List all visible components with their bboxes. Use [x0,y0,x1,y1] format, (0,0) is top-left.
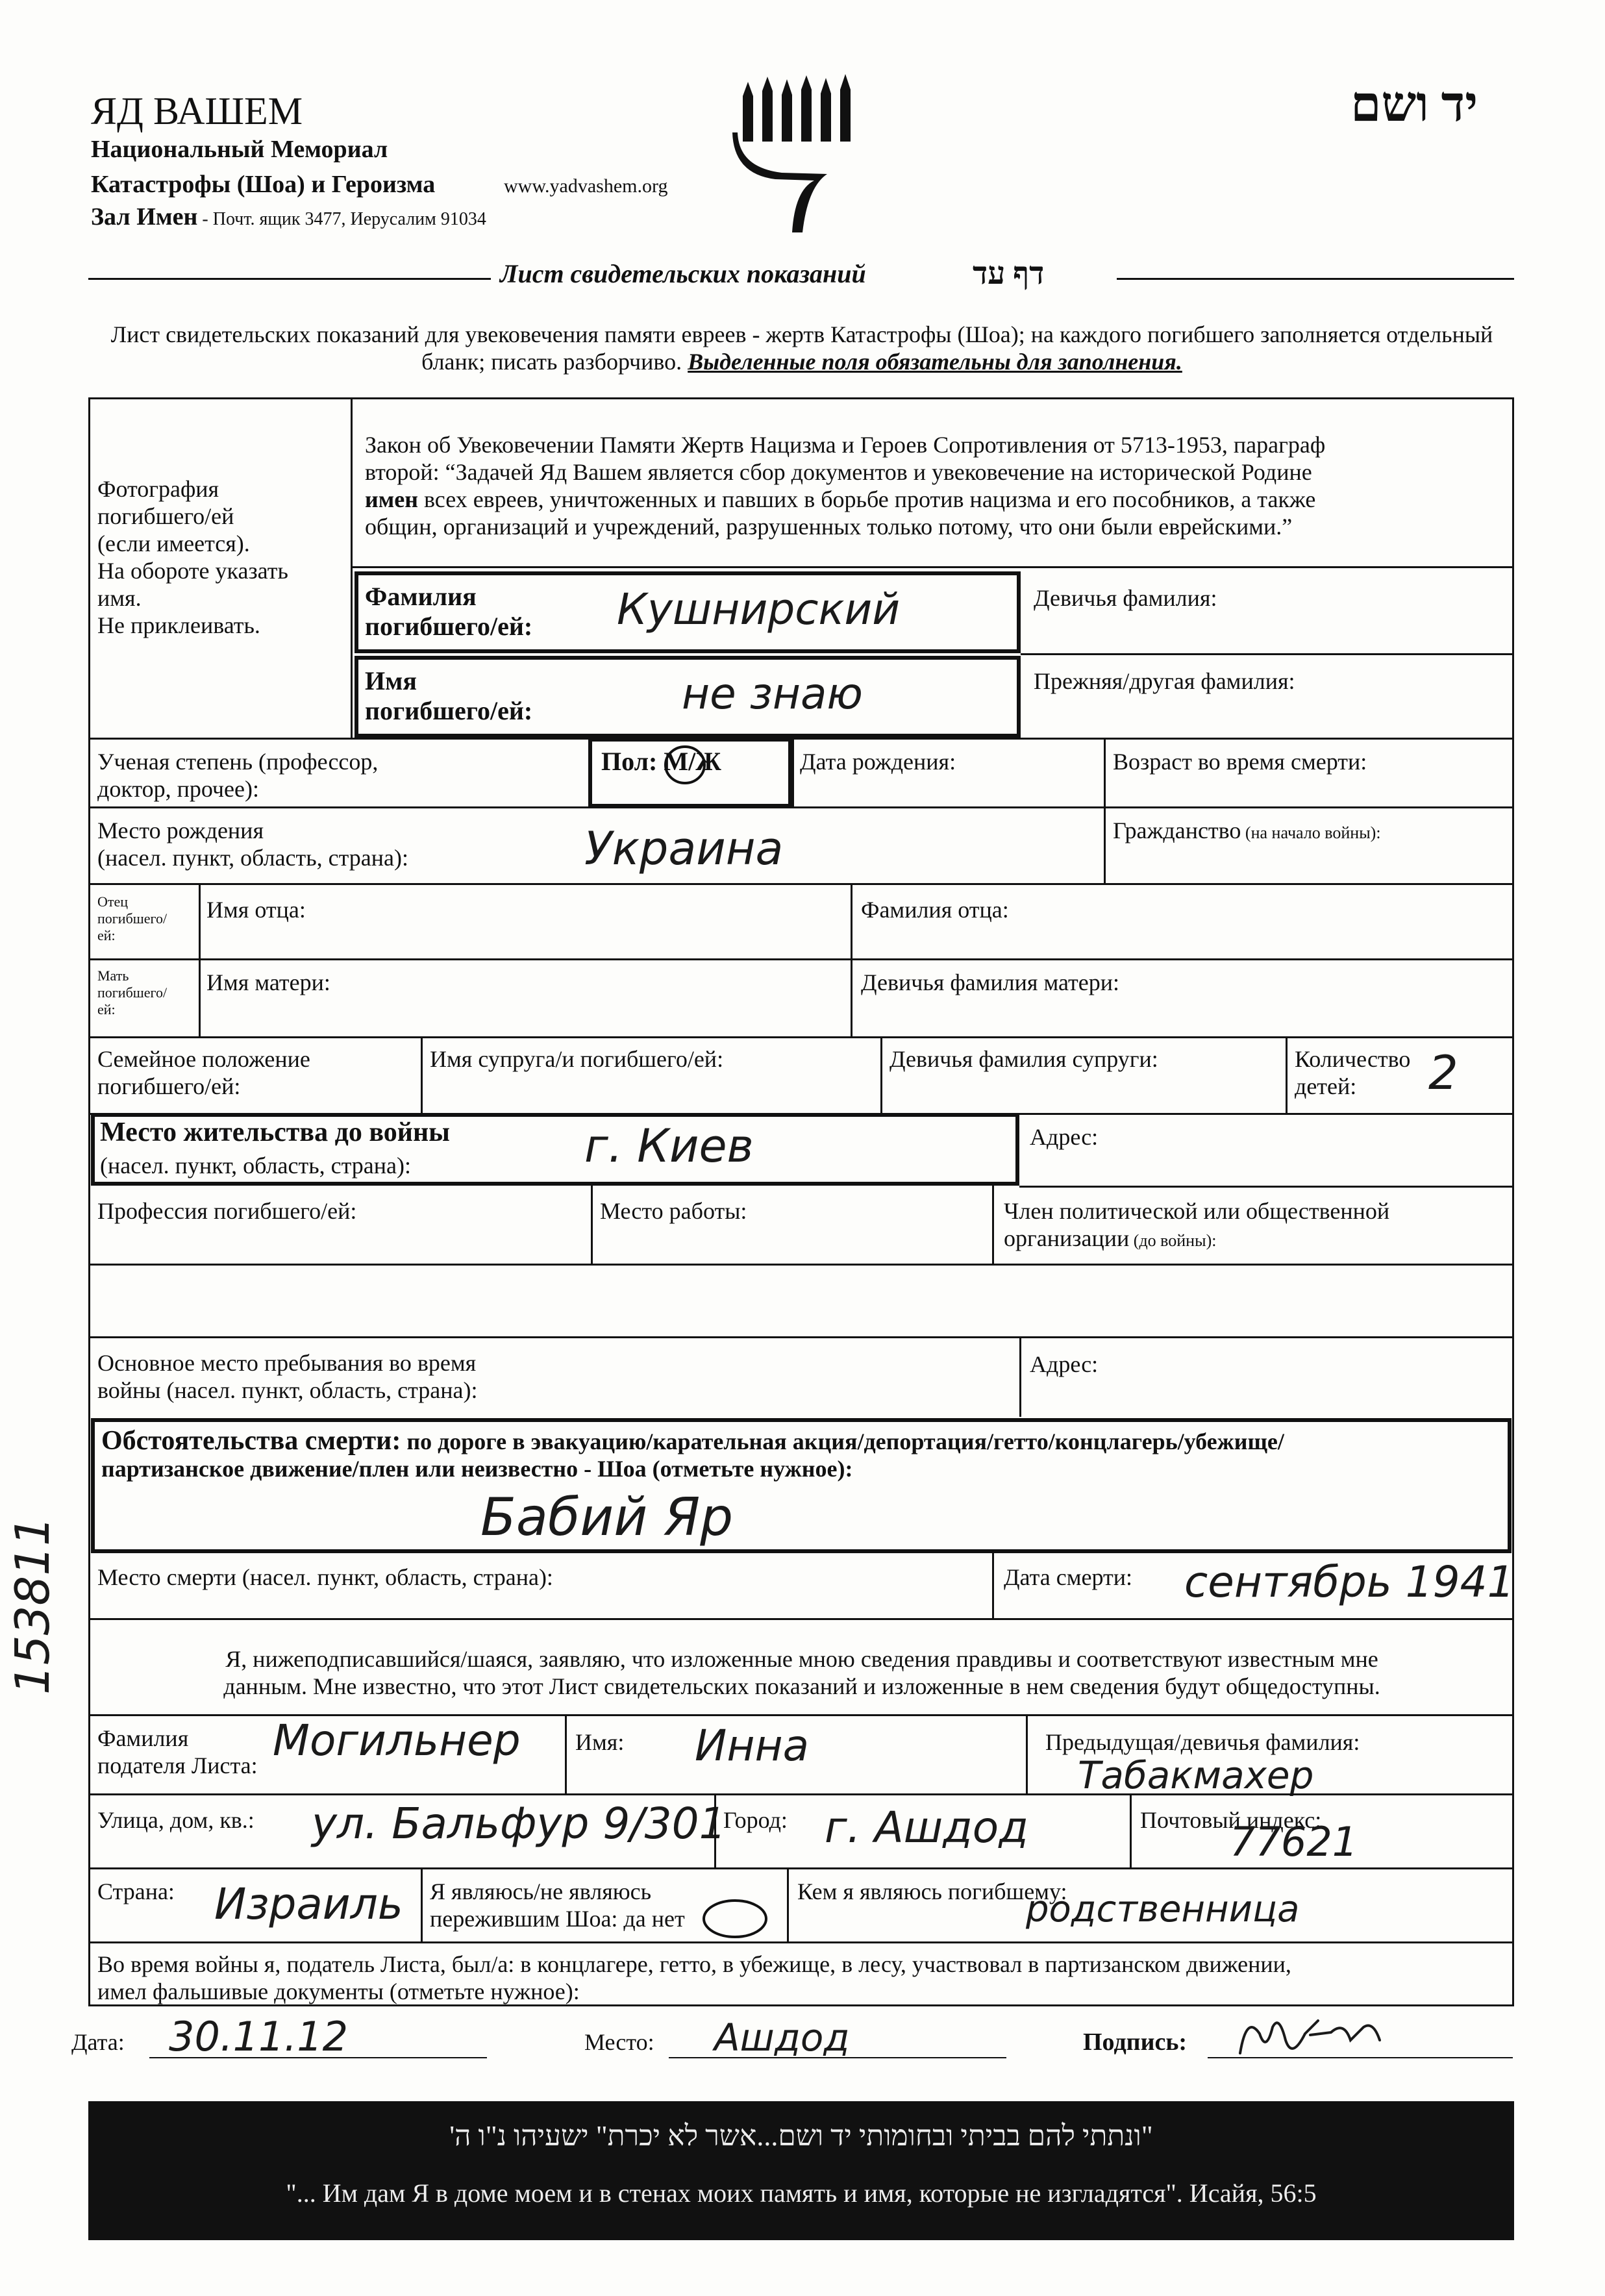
father-side-label-1: Отец [97,893,129,910]
law-line-4: общин, организаций и учреждений, разрушенных только потому, что они были еврейскими.” [365,514,1293,540]
survivor-no-circle-mark [701,1897,769,1940]
children-label-2: детей: [1295,1073,1357,1099]
membership-label-2: организации [1004,1225,1130,1251]
banner-russian: "... Им дам Я в доме моем и в стенах моих память и имя, которые не изгладятся". Исайя, 56:5 [286,2178,1317,2208]
victim-maiden-label: Девичья фамилия: [1034,585,1217,611]
scripture-banner [88,2101,1514,2240]
victim-surname-label-2: погибшего/ей: [365,612,533,641]
country-value: Израиль [214,1879,403,1929]
survivor-label [430,1878,685,1932]
marital-label-1: Семейное положение [97,1046,310,1072]
wartime-location-label-2: войны (насел. пункт, область, страна): [97,1377,478,1403]
mother-side-label [97,967,167,1018]
father-side-label-3: ей: [97,927,116,943]
photo-label-5: имя. [97,585,142,611]
membership-label [1004,1197,1389,1254]
title-rule-left [88,278,491,280]
death-date-value: сентябрь 1941 [1184,1557,1515,1607]
divider [714,1793,716,1867]
membership-label-1: Член политической или общественной [1004,1198,1390,1224]
divider [1021,653,1514,655]
mother-side-label-2: погибшего/ [97,984,168,1001]
divider [88,958,1514,960]
law-line-1: Закон об Увековечении Памяти Жертв Нацизма и Героев Сопротивления от 5713-1953, параграф [365,432,1326,458]
father-side-label-2: погибшего/ [97,910,168,927]
law-line-3-rest: всех евреев, уничтоженных и павших в борьбе против нацизма и его пособников, а также [417,486,1316,512]
father-name-label: Имя отца: [206,897,306,923]
divider [992,1186,994,1264]
birthplace-value: Украина [584,822,784,875]
memorial-line1: Национальный Мемориал [91,136,388,163]
divider [88,1793,1514,1795]
death-circumstances-options-1: по дороге в эвакуацию/карательная акция/депортация/гетто/концлагерь/убежище/ [401,1429,1284,1454]
place-label: Место: [584,2029,654,2055]
street-value: ул. Бальфур 9/301 [312,1799,727,1849]
declaration-line-1: Я, нижеподписавшийся/шаяся, заявляю, что изложенные мною сведения правдивы и соответствуют известным мне [225,1646,1378,1672]
workplace-label: Место работы: [600,1198,747,1224]
relation-value: родственница [1026,1888,1300,1930]
divider [351,566,1514,568]
degree-label-2: доктор, прочее): [97,776,259,802]
residence-address-label: Адрес: [1030,1124,1099,1150]
citizenship-label [1113,817,1381,847]
death-circumstances-value: Бабий Яр [480,1487,734,1547]
intro-emphasis: Выделенные поля обязательны для заполнения. [688,349,1182,375]
photo-label-6: Не приклеивать. [97,612,260,638]
profession-label: Профессия погибшего/ей: [97,1198,357,1224]
father-side-label [97,893,167,944]
submitter-wartime-label [97,1951,1291,2005]
form-title-he: דף עד [973,256,1045,291]
form-title: Лист свидетельских показаний [500,259,866,288]
survivor-label-2: пережившим Шоа: да [430,1906,646,1932]
birthplace-label [97,817,408,871]
spouse-maiden-label: Девичья фамилия супруги: [890,1046,1158,1072]
divider [1130,1793,1132,1867]
death-place-label: Место смерти (насел. пункт, область, страна): [97,1564,553,1590]
divider [1019,1186,1514,1188]
marital-label-2: погибшего/ей: [97,1073,241,1099]
children-label-1: Количество [1295,1046,1411,1072]
divider [1104,738,1106,806]
submitter-surname-label [97,1725,258,1779]
survivor-label-1: Я являюсь/не являюсь [430,1878,652,1904]
submitter-name-label: Имя: [575,1729,625,1755]
wartime-location-label [97,1349,478,1404]
residence-sub: (насел. пункт, область, страна): [100,1153,412,1179]
title-rule-right [1117,278,1514,280]
divider [992,1553,994,1618]
gender-circle-mark [662,744,708,786]
citizenship-note: (на начало войны): [1241,823,1381,842]
hall-label: Зал Имен [91,203,198,231]
residence-value: г. Киев [584,1119,754,1173]
org-name-ru: ЯД ВАШЕМ [91,90,303,132]
divider [88,883,1514,885]
marital-label [97,1045,310,1100]
signature [1234,2008,1389,2066]
age-label: Возраст во время смерти: [1113,749,1367,775]
yad-vashem-logo [730,70,867,239]
submitter-surname-label-2: подателя Листа: [97,1753,258,1778]
death-date-label: Дата смерти: [1004,1564,1133,1590]
mother-name-label: Имя матери: [206,969,330,995]
divider [1019,1336,1021,1417]
victim-firstname-value: не знаю [682,669,863,719]
hall-address [91,203,486,231]
divider [792,738,794,806]
photo-box[interactable] [97,475,344,639]
submitter-surname-value: Могильнер [273,1716,521,1766]
law-text [365,431,1508,540]
victim-firstname-label-1: Имя [365,666,417,695]
degree-label [97,748,378,803]
divider [88,1867,1514,1869]
zip-value: 77621 [1230,1818,1358,1866]
divider [88,1941,1514,1943]
signature-label: Подпись: [1083,2028,1188,2056]
law-line-3 [365,486,1508,513]
divider [88,1336,1514,1338]
divider [88,1618,1514,1620]
victim-surname-label-1: Фамилия [365,582,477,611]
margin-number: 153811 [5,1516,60,1695]
death-circumstances-options-2: партизанское движение/плен или неизвестно - Шоа (отметьте нужное): [101,1456,853,1482]
divider [1026,1714,1028,1793]
place-value: Ашдод [714,2015,850,2060]
birthplace-label-2: (насел. пункт, область, страна): [97,845,409,871]
divider [88,738,1514,740]
children-value: 2 [1428,1045,1458,1100]
date-label: Дата: [71,2029,125,2055]
declaration-text [97,1645,1506,1700]
divider [787,1867,789,1941]
divider [1104,806,1106,883]
victim-surname-value: Кушнирский [617,584,901,634]
divider [565,1714,567,1793]
spouse-name-label: Имя супруга/и погибшего/ей: [430,1046,724,1072]
city-label: Город: [723,1807,788,1833]
children-label [1295,1045,1410,1100]
birth-date-label: Дата рождения: [800,749,956,775]
submitter-prev-label: Предыдущая/девичья фамилия: [1045,1729,1360,1755]
website: www.yadvashem.org [504,175,668,197]
photo-label-3: (если имеется). [97,530,250,556]
wartime-address-label: Адрес: [1030,1351,1099,1377]
relation-label: Кем я являюсь погибшему: [797,1878,1067,1904]
divider [591,1186,593,1264]
submitter-name-value: Инна [695,1721,810,1771]
divider [88,1264,1514,1266]
divider [421,1867,423,1941]
mother-maiden-label: Девичья фамилия матери: [861,969,1120,995]
death-circumstances-title: Обстоятельства смерти: [101,1426,401,1456]
declaration-line-2: данным. Мне известно, что этот Лист свидетельских показаний и изложенные в нем сведения будут общедоступны. [223,1673,1380,1699]
photo-label-2: погибшего/ей [97,503,234,529]
hall-address-text: - Почт. ящик 3477, Иерусалим 91034 [197,209,486,229]
date-value: 30.11.12 [169,2013,349,2060]
victim-surname-label [365,582,532,642]
gender-label: Пол: М/Ж [601,747,721,776]
divider [880,1036,882,1113]
submitter-wartime-line-2: имел фальшивые документы (отметьте нужное): [97,1978,580,2004]
submitter-prev-value: Табакмахер [1078,1753,1314,1797]
photo-label-4: На обороте указать [97,558,288,584]
country-label: Страна: [97,1878,175,1904]
divider [421,1036,423,1113]
father-surname-label: Фамилия отца: [861,897,1009,923]
divider [88,1036,1514,1038]
memorial-line2: Катастрофы (Шоа) и Героизма [91,171,436,198]
citizenship-label-text: Гражданство [1113,817,1241,843]
residence-label: Место жительства до войны [100,1117,450,1147]
intro-text [97,321,1506,375]
mother-side-label-3: ей: [97,1001,116,1017]
street-label: Улица, дом, кв.: [97,1807,255,1833]
intro-body: Лист свидетельских показаний для увековечения памяти евреев - жертв Катастрофы (Шоа); на каждого погибшего заполняется отдельный бланк; писать разборчиво. [110,321,1493,375]
survivor-no-option[interactable]: нет [651,1906,685,1932]
submitter-surname-label-1: Фамилия [97,1725,189,1751]
death-circumstances-label [101,1427,1504,1482]
membership-note: (до войны): [1129,1231,1217,1250]
birthplace-label-1: Место рождения [97,817,264,843]
mother-side-label-1: Мать [97,967,129,984]
city-value: г. Ашдод [825,1803,1028,1853]
victim-firstname-label [365,666,532,726]
divider [88,806,1514,808]
wartime-location-label-1: Основное место пребывания во время [97,1350,477,1376]
org-name-he: יד ושם [1350,77,1478,132]
degree-label-1: Ученая степень (профессор, [97,749,379,775]
banner-hebrew: "ונתתי להם בביתי ובחומותי יד ושם...אשר לא יכרת" ישעיהו נ"ו ה' [449,2120,1153,2152]
zip-label: Почтовый индекс: [1140,1807,1322,1833]
law-line-2: второй: “Задачей Яд Вашем является сбор документов и увековечение на исторической Родине [365,459,1312,485]
photo-label-1: Фотография [97,476,219,502]
law-emphasis: имен [365,486,418,512]
divider [1286,1036,1288,1113]
victim-firstname-label-2: погибшего/ей: [365,696,533,725]
victim-previous-label: Прежняя/другая фамилия: [1034,668,1295,694]
submitter-wartime-line-1: Во время войны я, податель Листа, был/а: в концлагере, гетто, в убежище, в лесу, участвовал в партизанском движении, [97,1951,1291,1977]
